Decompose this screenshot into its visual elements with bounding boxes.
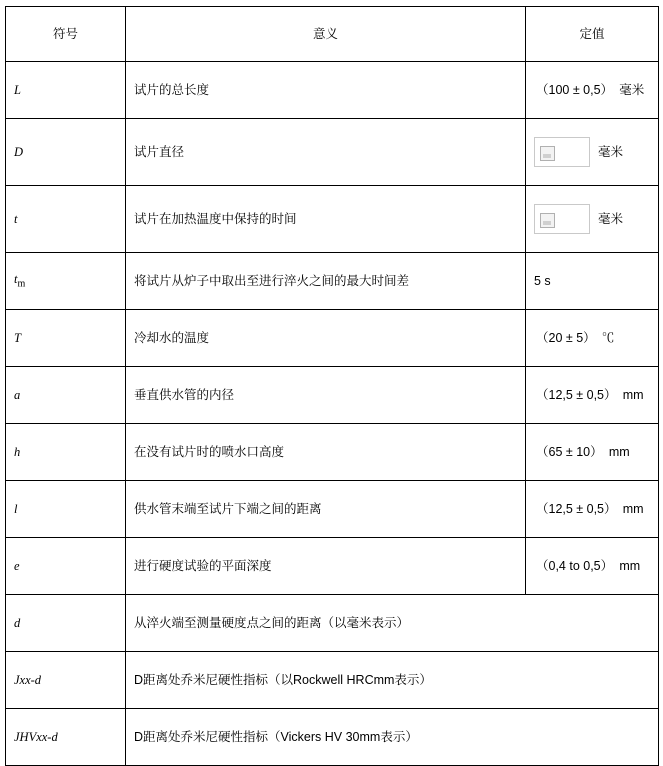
table-row <box>6 652 659 709</box>
cell-value: （65 ± 10） mm <box>526 424 659 481</box>
table-row <box>6 186 659 253</box>
cell-value <box>526 186 659 253</box>
cell-meaning: 在没有试片时的喷水口高度 <box>126 424 526 481</box>
cell-meaning: 从淬火端至测量硬度点之间的距离（以毫米表示） <box>126 595 659 652</box>
header-value: 定值 <box>526 7 659 62</box>
cell-symbol: l <box>6 481 126 538</box>
table-row <box>6 310 659 367</box>
cell-value: （0,4 to 0,5） mm <box>526 538 659 595</box>
formula-image <box>534 137 590 167</box>
cell-symbol: D <box>6 119 126 186</box>
cell-meaning: D距离处乔米尼硬性指标（以Rockwell HRCmm表示） <box>126 652 659 709</box>
specification-table <box>5 6 659 766</box>
cell-meaning: 试片直径 <box>126 119 526 186</box>
table-row <box>6 538 659 595</box>
cell-symbol: L <box>6 62 126 119</box>
table-row <box>6 253 659 310</box>
cell-meaning: 将试片从炉子中取出至进行淬火之间的最大时间差 <box>126 253 526 310</box>
cell-symbol: d <box>6 595 126 652</box>
cell-meaning: 试片的总长度 <box>126 62 526 119</box>
cell-symbol: T <box>6 310 126 367</box>
cell-value-unit: 毫米 <box>598 144 624 159</box>
table-row <box>6 62 659 119</box>
header-row <box>6 7 659 62</box>
table-row <box>6 595 659 652</box>
cell-value-unit: 毫米 <box>598 211 624 226</box>
table-row <box>6 367 659 424</box>
cell-value <box>526 119 659 186</box>
cell-meaning: 进行硬度试验的平面深度 <box>126 538 526 595</box>
cell-symbol: h <box>6 424 126 481</box>
table-body <box>6 62 659 766</box>
cell-meaning: 供水管末端至试片下端之间的距离 <box>126 481 526 538</box>
cell-value: 5 s <box>526 253 659 310</box>
cell-meaning: 垂直供水管的内径 <box>126 367 526 424</box>
header-meaning: 意义 <box>126 7 526 62</box>
cell-symbol: t <box>6 186 126 253</box>
cell-meaning: 冷却水的温度 <box>126 310 526 367</box>
table-row <box>6 481 659 538</box>
cell-meaning: 试片在加热温度中保持的时间 <box>126 186 526 253</box>
header-symbol: 符号 <box>6 7 126 62</box>
cell-value: （12,5 ± 0,5） mm <box>526 367 659 424</box>
cell-symbol: Jxx-d <box>6 652 126 709</box>
cell-value: （100 ± 0,5） 毫米 <box>526 62 659 119</box>
cell-symbol: a <box>6 367 126 424</box>
cell-symbol: e <box>6 538 126 595</box>
cell-symbol: JHVxx-d <box>6 709 126 766</box>
table-row <box>6 709 659 766</box>
table-header <box>6 7 659 62</box>
cell-symbol: $t_m$ <box>6 253 126 310</box>
table-row <box>6 119 659 186</box>
table-row <box>6 424 659 481</box>
formula-image <box>534 204 590 234</box>
cell-meaning: D距离处乔米尼硬性指标（Vickers HV 30mm表示） <box>126 709 659 766</box>
cell-value: （20 ± 5） ℃ <box>526 310 659 367</box>
cell-value: （12,5 ± 0,5） mm <box>526 481 659 538</box>
